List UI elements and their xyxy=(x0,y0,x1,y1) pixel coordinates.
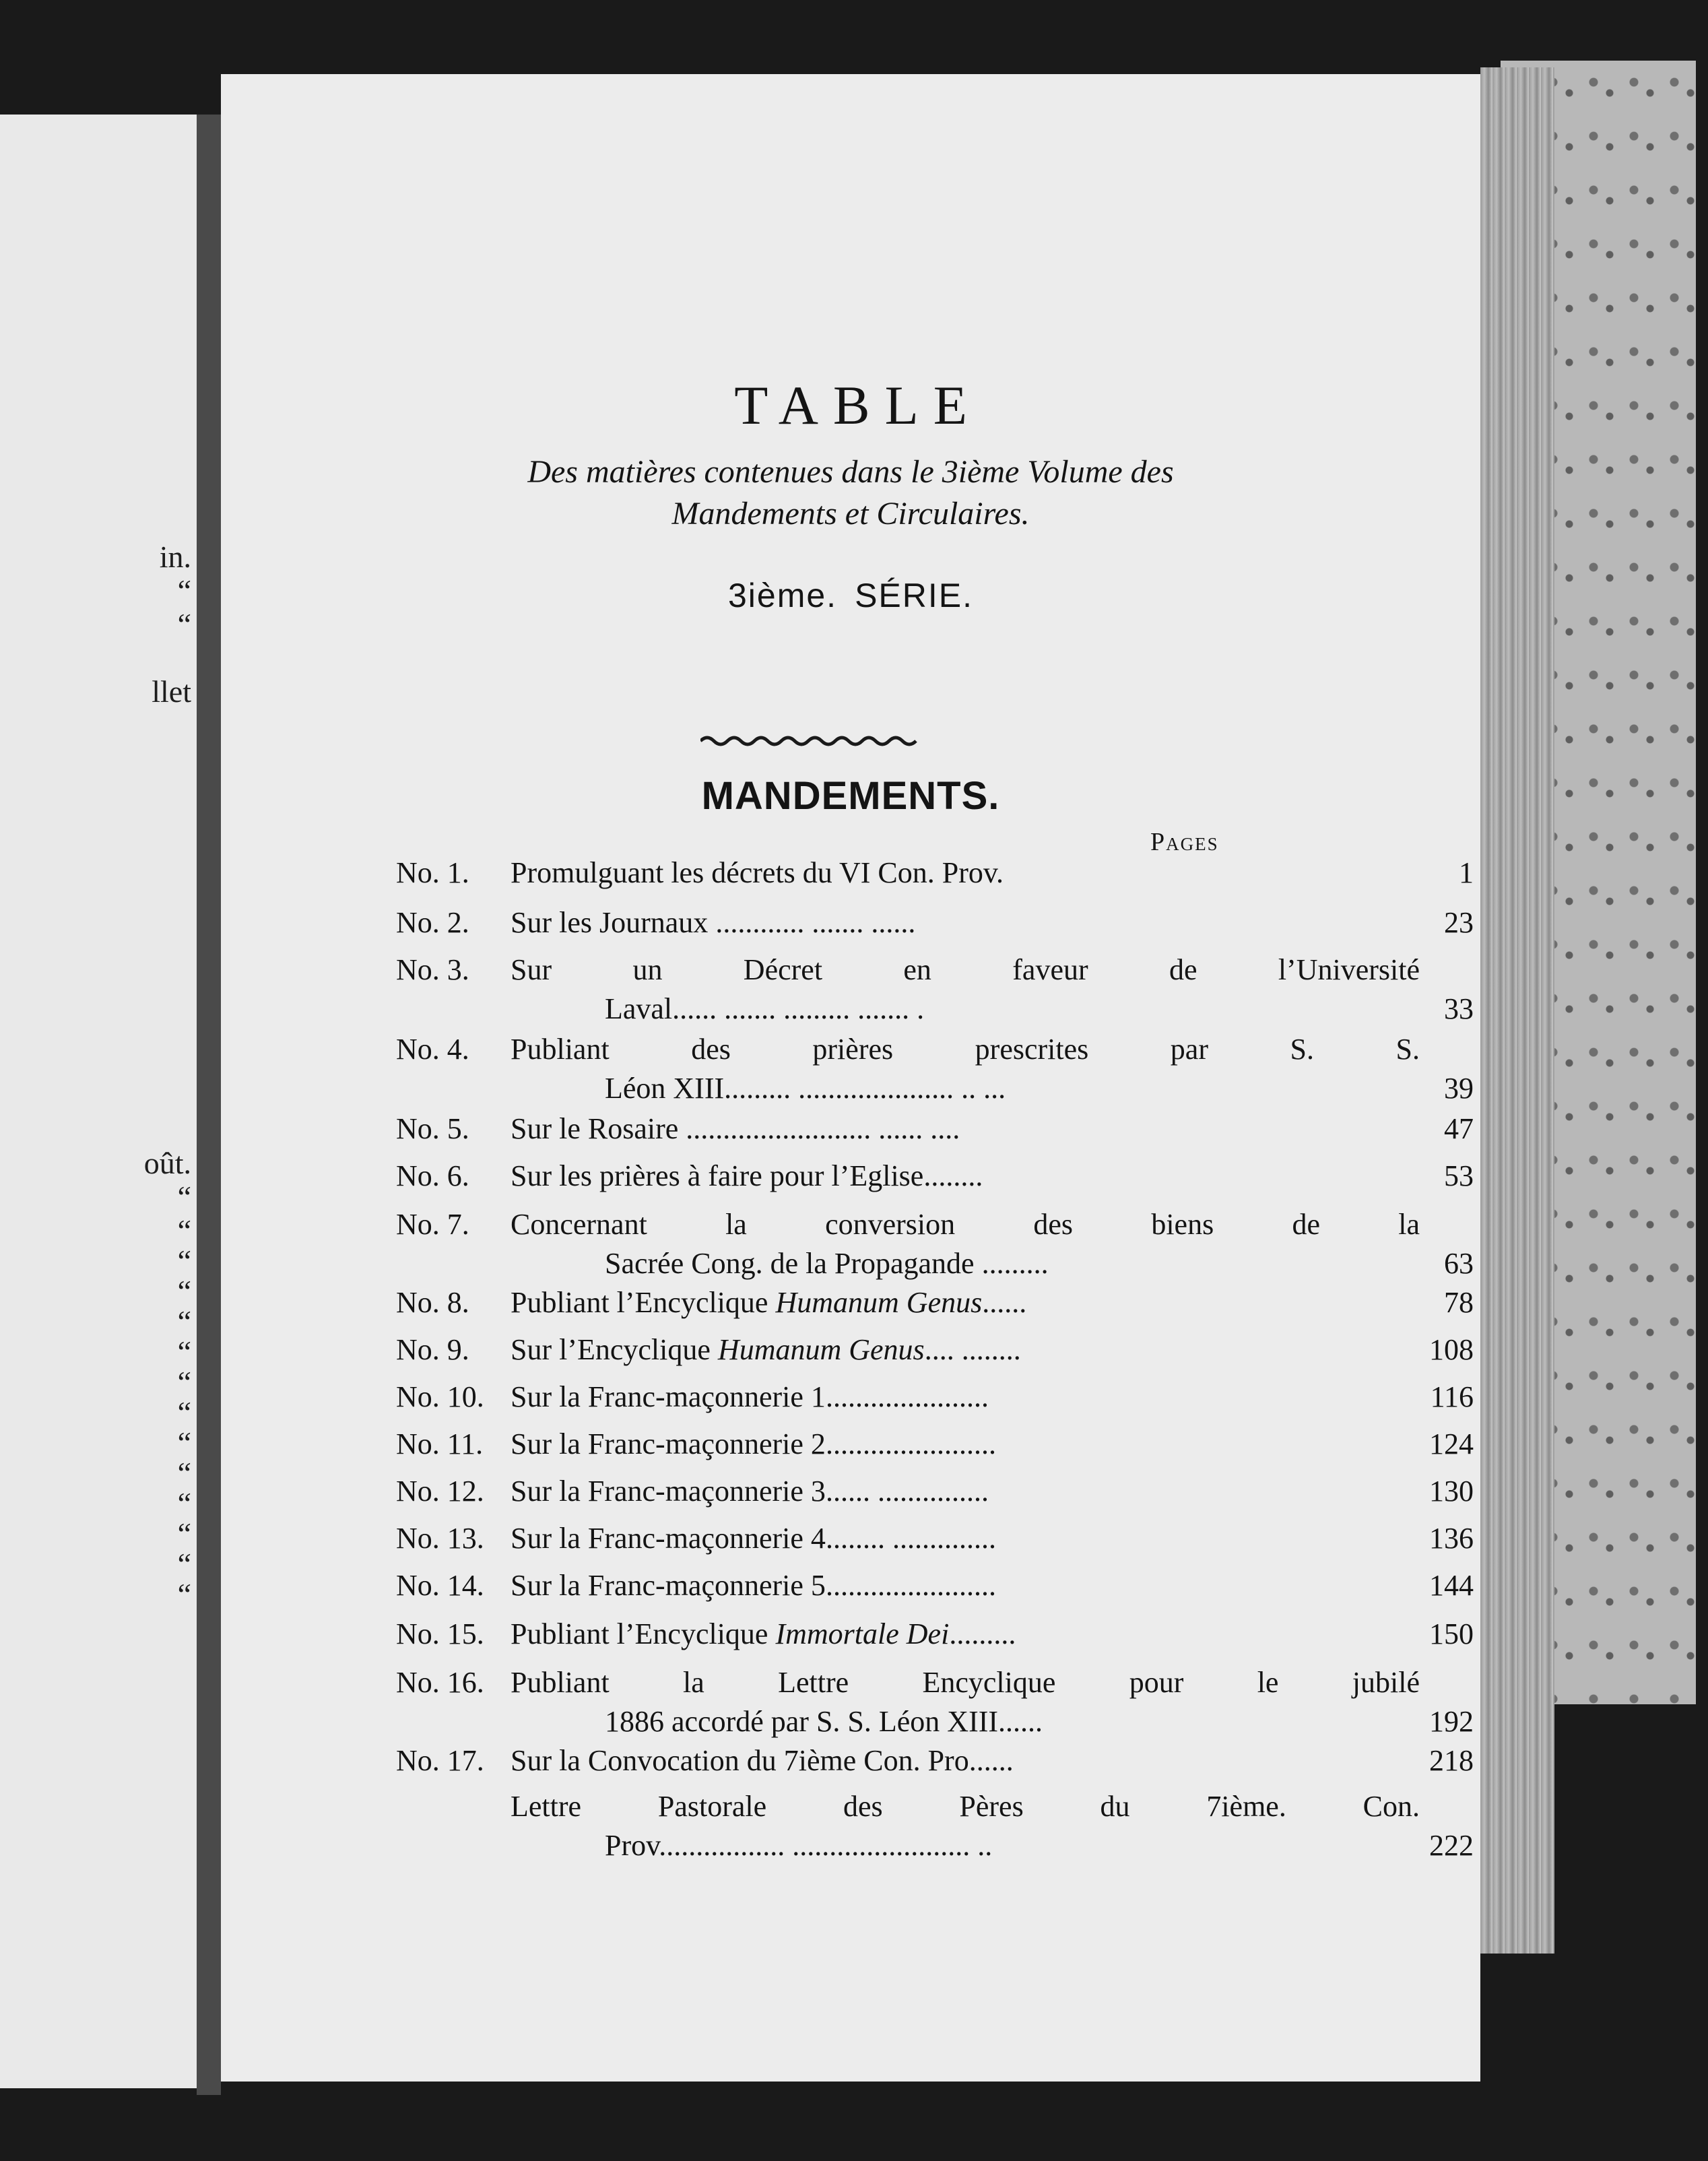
entry-number: No. 12. xyxy=(396,1475,484,1508)
toc-entry xyxy=(396,1331,1474,1369)
toc-entry xyxy=(396,1378,1474,1416)
entry-number: No. 8. xyxy=(396,1286,469,1319)
entry-number: No. 5. xyxy=(396,1112,469,1145)
entry-title-italic: Humanum Genus xyxy=(775,1286,983,1319)
margin-text: “ xyxy=(177,1213,191,1248)
toc-entry-continuation xyxy=(605,990,1474,1028)
page-title: TABLE xyxy=(734,375,982,436)
dot-leader: ...... ............... xyxy=(825,1475,989,1508)
subtitle-line: Mandements et Circulaires. xyxy=(671,496,1030,531)
margin-text: “ xyxy=(177,1516,191,1551)
entry-title: Lettre Pastorale des Pères du 7ième. Con. xyxy=(511,1790,1420,1823)
wavy-rule-ornament xyxy=(700,733,920,746)
margin-text: llet xyxy=(152,674,191,709)
margin-text: “ xyxy=(177,1180,191,1214)
margin-text: “ xyxy=(177,1547,191,1581)
entry-title: Sur la Franc-maçonnerie 1...................... xyxy=(511,1380,989,1413)
margin-text: in. xyxy=(159,540,191,574)
left-page-fragment xyxy=(0,115,197,2088)
dot-leader: ....................... xyxy=(825,1427,996,1460)
entry-title: Sur la Franc-maçonnerie 5....................... xyxy=(511,1569,996,1602)
margin-text: “ xyxy=(177,1456,191,1490)
pages-column-label: Pages xyxy=(1150,828,1219,856)
dot-leader: ...... xyxy=(982,1286,1027,1319)
entry-title: Publiant l’Encyclique Immortale Dei......... xyxy=(511,1617,1016,1650)
entry-number: No. 7. xyxy=(396,1208,469,1241)
entry-page-number: 1 xyxy=(1459,856,1474,889)
entry-number: No. 1. xyxy=(396,856,469,889)
entry-page-number: 124 xyxy=(1429,1427,1474,1460)
entry-page-number: 108 xyxy=(1429,1333,1474,1366)
margin-text: “ xyxy=(177,1304,191,1338)
dot-leader: ......... xyxy=(949,1617,1016,1650)
entry-title-italic: Immortale Dei xyxy=(775,1617,950,1650)
margin-text: oût. xyxy=(143,1146,191,1180)
toc-entry-continuation xyxy=(605,1703,1474,1741)
toc-entry-continuation xyxy=(605,1827,1474,1865)
margin-text: “ xyxy=(177,1274,191,1308)
dot-leader: ...... xyxy=(998,1705,1043,1738)
entry-number: No. 10. xyxy=(396,1380,484,1413)
toc-entry xyxy=(396,1473,1474,1510)
entry-title: Sur le Rosaire ......................... ...... .... xyxy=(511,1112,960,1145)
toc-entry xyxy=(396,1425,1474,1463)
entry-number: No. 6. xyxy=(396,1159,469,1192)
entry-number: No. 2. xyxy=(396,906,469,939)
toc-entry xyxy=(396,1567,1474,1605)
entry-page-number: 136 xyxy=(1429,1522,1474,1555)
entry-title: Sur l’Encyclique Humanum Genus.... ........ xyxy=(511,1333,1021,1366)
entry-page-number: 144 xyxy=(1429,1569,1474,1602)
toc-entry xyxy=(396,904,1474,942)
entry-title-continuation: Prov................. ........................ .. xyxy=(605,1829,993,1862)
margin-text: “ xyxy=(177,1486,191,1520)
page-subtitle xyxy=(221,451,1480,535)
toc-entry xyxy=(396,1031,1474,1068)
dot-leader: ......... ..................... .. ... xyxy=(724,1072,1006,1105)
entry-page-number: 116 xyxy=(1430,1380,1474,1413)
entry-page-number: 39 xyxy=(1444,1072,1474,1105)
book-gutter xyxy=(197,115,221,2095)
margin-text: “ xyxy=(177,1244,191,1278)
dot-leader: ......................... ...... .... xyxy=(686,1112,960,1145)
margin-text: “ xyxy=(177,1334,191,1369)
entry-title-continuation: Sacrée Cong. de la Propagande ......... xyxy=(605,1247,1049,1280)
dot-leader: ........ xyxy=(923,1159,983,1192)
margin-text: “ xyxy=(177,573,191,608)
entry-number: No. 3. xyxy=(396,953,469,986)
dot-leader: ............ ....... ...... xyxy=(715,906,916,939)
toc-entry xyxy=(396,1615,1474,1653)
entry-page-number: 23 xyxy=(1444,906,1474,939)
entry-page-number: 47 xyxy=(1444,1112,1474,1145)
series-ordinal: 3ième. xyxy=(727,577,838,614)
dot-leader: ...................... xyxy=(825,1380,989,1413)
toc-entry xyxy=(396,1664,1474,1702)
toc-entry xyxy=(396,1742,1474,1780)
margin-text: “ xyxy=(177,1395,191,1429)
entry-title: Sur la Franc-maçonnerie 2....................... xyxy=(511,1427,996,1460)
entry-title-continuation: Laval...... ....... ......... ....... . xyxy=(605,992,925,1025)
section-heading: MANDEMENTS. xyxy=(701,774,1000,818)
entry-title: Promulguant les décrets du VI Con. Prov. xyxy=(511,856,1004,889)
table-of-contents-page xyxy=(221,74,1480,2082)
entry-number: No. 11. xyxy=(396,1427,484,1460)
margin-text: “ xyxy=(177,1365,191,1399)
margin-text: “ xyxy=(177,1577,191,1611)
entry-number: No. 16. xyxy=(396,1666,484,1699)
entry-page-number: 192 xyxy=(1429,1705,1474,1738)
entry-page-number: 130 xyxy=(1429,1475,1474,1508)
entry-page-number: 33 xyxy=(1444,992,1474,1025)
toc-entry xyxy=(396,854,1474,892)
dot-leader: ...... ....... ......... ....... . xyxy=(672,992,925,1025)
dot-leader: ........ .............. xyxy=(825,1522,996,1555)
toc-entry-continuation xyxy=(605,1245,1474,1283)
entry-number: No. 13. xyxy=(396,1522,484,1555)
entry-page-number: 222 xyxy=(1429,1829,1474,1862)
entry-title: Sur la Franc-maçonnerie 4........ .............. xyxy=(511,1522,996,1555)
margin-text: “ xyxy=(177,607,191,641)
dot-leader: ................. ........................ .. xyxy=(659,1829,993,1862)
page-edges xyxy=(1480,67,1554,1954)
entry-number: No. 14. xyxy=(396,1569,484,1602)
entry-title-continuation: 1886 accordé par S. S. Léon XIII...... xyxy=(605,1705,1043,1738)
toc-entry xyxy=(396,1206,1474,1244)
entry-number: No. 9. xyxy=(396,1333,469,1366)
entry-title-continuation: Léon XIII......... ..................... .. ... xyxy=(605,1072,1006,1105)
entry-page-number: 218 xyxy=(1429,1744,1474,1777)
toc-entry xyxy=(396,1157,1474,1195)
entry-title: Publiant l’Encyclique Humanum Genus...... xyxy=(511,1286,1027,1319)
toc-entry xyxy=(396,1520,1474,1557)
series-word: SÉRIE. xyxy=(855,577,974,614)
toc-entry xyxy=(396,1788,1474,1826)
entry-title: Sur la Franc-maçonnerie 3...... ............... xyxy=(511,1475,989,1508)
entry-title: Sur les Journaux ............ ....... ...... xyxy=(511,906,916,939)
entry-page-number: 150 xyxy=(1429,1617,1474,1650)
toc-entry xyxy=(396,951,1474,989)
entry-title: Sur un Décret en faveur de l’Université xyxy=(511,953,1420,986)
entry-title: Concernant la conversion des biens de la xyxy=(511,1208,1420,1241)
entry-number: No. 4. xyxy=(396,1033,469,1066)
dot-leader: ......... xyxy=(981,1247,1049,1280)
dot-leader: .... ........ xyxy=(924,1333,1021,1366)
dot-leader: ...... xyxy=(968,1744,1014,1777)
entry-page-number: 63 xyxy=(1444,1247,1474,1280)
entry-title: Sur les prières à faire pour l’Eglise........ xyxy=(511,1159,983,1192)
series-label xyxy=(221,576,1480,615)
toc-entry xyxy=(396,1284,1474,1322)
toc-entry-continuation xyxy=(605,1070,1474,1107)
entry-page-number: 78 xyxy=(1444,1286,1474,1319)
entry-title: Sur la Convocation du 7ième Con. Pro...... xyxy=(511,1744,1014,1777)
entry-number: No. 17. xyxy=(396,1744,484,1777)
entry-title: Publiant la Lettre Encyclique pour le jubilé xyxy=(511,1666,1420,1699)
entry-title: Publiant des prières prescrites par S. S. xyxy=(511,1033,1420,1066)
entry-number: No. 15. xyxy=(396,1617,484,1650)
toc-entry xyxy=(396,1110,1474,1148)
entry-page-number: 53 xyxy=(1444,1159,1474,1192)
entry-title-italic: Humanum Genus xyxy=(717,1333,925,1366)
dot-leader: ....................... xyxy=(825,1569,996,1602)
margin-text: “ xyxy=(177,1425,191,1460)
subtitle-line: Des matières contenues dans le 3ième Volume des xyxy=(527,454,1174,490)
